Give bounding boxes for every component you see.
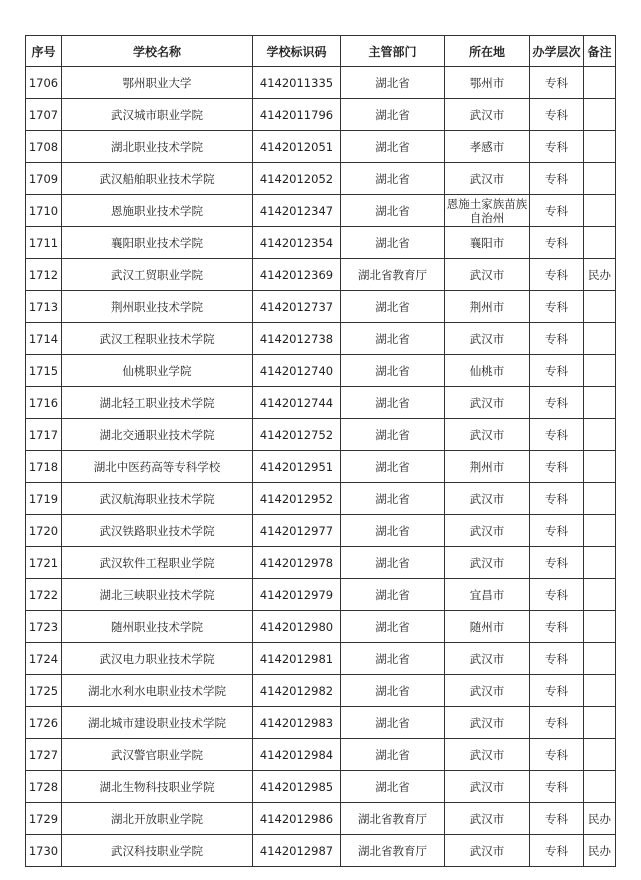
cell-school-name: 武汉软件工程职业学院 [62,547,253,579]
cell-school-code: 4142012354 [253,227,341,259]
cell-department: 湖北省 [341,131,445,163]
cell-school-code: 4142012982 [253,675,341,707]
cell-department: 湖北省 [341,515,445,547]
table-row [26,419,616,451]
cell-department: 湖北省教育厅 [341,835,445,867]
cell-note [584,483,616,515]
cell-level: 专科 [530,387,584,419]
cell-school-name: 湖北三峡职业技术学院 [62,579,253,611]
table-row [26,67,616,99]
header-location: 所在地 [445,36,530,67]
cell-no: 1714 [26,323,62,355]
cell-no: 1728 [26,771,62,803]
cell-department: 湖北省 [341,643,445,675]
cell-no: 1708 [26,131,62,163]
cell-school-name: 武汉铁路职业技术学院 [62,515,253,547]
cell-no: 1707 [26,99,62,131]
cell-school-name: 湖北交通职业技术学院 [62,419,253,451]
cell-level: 专科 [530,803,584,835]
cell-school-code: 4142012952 [253,483,341,515]
cell-no: 1730 [26,835,62,867]
cell-location: 恩施土家族苗族自治州 [445,195,530,227]
cell-location: 武汉市 [445,835,530,867]
header-dept: 主管部门 [341,36,445,67]
cell-no: 1718 [26,451,62,483]
table-row [26,323,616,355]
cell-school-code: 4142012977 [253,515,341,547]
cell-no: 1715 [26,355,62,387]
cell-no: 1726 [26,707,62,739]
cell-no: 1711 [26,227,62,259]
cell-note [584,99,616,131]
cell-school-code: 4142011796 [253,99,341,131]
table-row [26,387,616,419]
cell-school-name: 武汉航海职业技术学院 [62,483,253,515]
cell-department: 湖北省 [341,771,445,803]
cell-school-code: 4142012951 [253,451,341,483]
table-row [26,355,616,387]
cell-no: 1720 [26,515,62,547]
table-row [26,739,616,771]
cell-school-name: 恩施职业技术学院 [62,195,253,227]
cell-department: 湖北省 [341,483,445,515]
cell-department: 湖北省 [341,227,445,259]
cell-level: 专科 [530,99,584,131]
cell-school-code: 4142012987 [253,835,341,867]
table-row [26,131,616,163]
cell-location: 孝感市 [445,131,530,163]
cell-no: 1713 [26,291,62,323]
cell-no: 1716 [26,387,62,419]
cell-no: 1723 [26,611,62,643]
cell-school-name: 武汉警官职业学院 [62,739,253,771]
cell-school-name: 湖北开放职业学院 [62,803,253,835]
cell-location: 武汉市 [445,419,530,451]
cell-school-code: 4142011335 [253,67,341,99]
cell-no: 1724 [26,643,62,675]
cell-level: 专科 [530,611,584,643]
cell-note [584,451,616,483]
cell-note [584,579,616,611]
cell-note [584,323,616,355]
cell-level: 专科 [530,419,584,451]
cell-school-name: 仙桃职业学院 [62,355,253,387]
table-row [26,195,616,227]
cell-note [584,611,616,643]
cell-level: 专科 [530,547,584,579]
cell-school-code: 4142012978 [253,547,341,579]
table-row [26,99,616,131]
cell-department: 湖北省 [341,611,445,643]
table-row [26,611,616,643]
cell-location: 武汉市 [445,515,530,547]
cell-department: 湖北省 [341,707,445,739]
cell-note [584,227,616,259]
table-row [26,643,616,675]
cell-note [584,547,616,579]
cell-school-code: 4142012740 [253,355,341,387]
cell-level: 专科 [530,451,584,483]
cell-location: 鄂州市 [445,67,530,99]
cell-school-code: 4142012985 [253,771,341,803]
cell-department: 湖北省 [341,355,445,387]
cell-level: 专科 [530,131,584,163]
cell-location: 武汉市 [445,99,530,131]
table-row [26,771,616,803]
header-name: 学校名称 [62,36,253,67]
cell-school-name: 湖北城市建设职业技术学院 [62,707,253,739]
cell-level: 专科 [530,835,584,867]
cell-school-name: 湖北水利水电职业技术学院 [62,675,253,707]
cell-school-name: 武汉科技职业学院 [62,835,253,867]
cell-location: 武汉市 [445,707,530,739]
cell-note: 民办 [584,803,616,835]
cell-location: 荆州市 [445,451,530,483]
cell-note [584,515,616,547]
cell-school-code: 4142012051 [253,131,341,163]
header-level: 办学层次 [530,36,584,67]
cell-location: 襄阳市 [445,227,530,259]
cell-school-name: 武汉船舶职业技术学院 [62,163,253,195]
cell-no: 1729 [26,803,62,835]
table-row [26,675,616,707]
cell-school-name: 荆州职业技术学院 [62,291,253,323]
cell-school-name: 鄂州职业大学 [62,67,253,99]
cell-level: 专科 [530,579,584,611]
cell-note [584,643,616,675]
cell-no: 1725 [26,675,62,707]
cell-level: 专科 [530,483,584,515]
cell-level: 专科 [530,355,584,387]
cell-department: 湖北省 [341,739,445,771]
header-code: 学校标识码 [253,36,341,67]
table-row [26,291,616,323]
cell-note [584,739,616,771]
cell-school-code: 4142012369 [253,259,341,291]
cell-location: 武汉市 [445,163,530,195]
cell-note [584,131,616,163]
cell-department: 湖北省 [341,67,445,99]
cell-note [584,195,616,227]
cell-location: 武汉市 [445,739,530,771]
cell-location: 武汉市 [445,771,530,803]
cell-note [584,419,616,451]
cell-note [584,355,616,387]
cell-note [584,771,616,803]
table-row [26,227,616,259]
table-row [26,835,616,867]
cell-department: 湖北省 [341,419,445,451]
school-list [25,35,616,867]
cell-school-code: 4142012983 [253,707,341,739]
cell-no: 1717 [26,419,62,451]
cell-location: 武汉市 [445,259,530,291]
cell-level: 专科 [530,259,584,291]
cell-location: 武汉市 [445,803,530,835]
table-row [26,547,616,579]
cell-department: 湖北省 [341,579,445,611]
cell-note [584,387,616,419]
cell-level: 专科 [530,771,584,803]
cell-department: 湖北省 [341,675,445,707]
cell-no: 1722 [26,579,62,611]
table-row [26,515,616,547]
table-row [26,451,616,483]
cell-no: 1709 [26,163,62,195]
table-row [26,259,616,291]
cell-level: 专科 [530,323,584,355]
header-row [26,36,616,67]
cell-level: 专科 [530,227,584,259]
cell-location: 武汉市 [445,323,530,355]
cell-department: 湖北省教育厅 [341,259,445,291]
cell-school-name: 武汉工程职业技术学院 [62,323,253,355]
cell-level: 专科 [530,163,584,195]
cell-note [584,163,616,195]
cell-no: 1721 [26,547,62,579]
cell-level: 专科 [530,515,584,547]
cell-no: 1712 [26,259,62,291]
cell-location: 武汉市 [445,387,530,419]
cell-department: 湖北省 [341,323,445,355]
cell-department: 湖北省 [341,547,445,579]
cell-note [584,707,616,739]
table-row [26,579,616,611]
cell-school-code: 4142012738 [253,323,341,355]
cell-location: 宜昌市 [445,579,530,611]
cell-school-code: 4142012980 [253,611,341,643]
cell-school-name: 襄阳职业技术学院 [62,227,253,259]
header-note: 备注 [584,36,616,67]
header-no: 序号 [26,36,62,67]
table-row [26,707,616,739]
cell-department: 湖北省 [341,163,445,195]
table-row [26,803,616,835]
table-body [26,67,616,867]
cell-note [584,67,616,99]
cell-school-code: 4142012744 [253,387,341,419]
cell-school-name: 湖北生物科技职业学院 [62,771,253,803]
cell-school-code: 4142012984 [253,739,341,771]
cell-department: 湖北省 [341,387,445,419]
cell-school-name: 湖北职业技术学院 [62,131,253,163]
cell-school-code: 4142012737 [253,291,341,323]
cell-department: 湖北省 [341,99,445,131]
cell-level: 专科 [530,739,584,771]
school-table [25,35,616,867]
cell-level: 专科 [530,643,584,675]
cell-no: 1706 [26,67,62,99]
cell-department: 湖北省 [341,291,445,323]
cell-school-name: 随州职业技术学院 [62,611,253,643]
cell-location: 荆州市 [445,291,530,323]
cell-department: 湖北省 [341,451,445,483]
cell-no: 1719 [26,483,62,515]
cell-no: 1710 [26,195,62,227]
cell-no: 1727 [26,739,62,771]
cell-location: 武汉市 [445,675,530,707]
cell-note [584,675,616,707]
cell-note [584,291,616,323]
cell-location: 武汉市 [445,643,530,675]
cell-location: 武汉市 [445,483,530,515]
cell-school-code: 4142012347 [253,195,341,227]
cell-school-name: 湖北中医药高等专科学校 [62,451,253,483]
cell-level: 专科 [530,195,584,227]
cell-school-code: 4142012979 [253,579,341,611]
cell-school-code: 4142012752 [253,419,341,451]
cell-school-name: 武汉工贸职业学院 [62,259,253,291]
cell-location: 仙桃市 [445,355,530,387]
cell-level: 专科 [530,707,584,739]
cell-department: 湖北省 [341,195,445,227]
cell-level: 专科 [530,291,584,323]
cell-note: 民办 [584,259,616,291]
cell-school-name: 武汉电力职业技术学院 [62,643,253,675]
cell-note: 民办 [584,835,616,867]
cell-location: 随州市 [445,611,530,643]
cell-school-name: 武汉城市职业学院 [62,99,253,131]
cell-school-code: 4142012986 [253,803,341,835]
cell-department: 湖北省教育厅 [341,803,445,835]
table-row [26,163,616,195]
cell-school-code: 4142012981 [253,643,341,675]
cell-school-name: 湖北轻工职业技术学院 [62,387,253,419]
cell-school-code: 4142012052 [253,163,341,195]
cell-level: 专科 [530,67,584,99]
table-row [26,483,616,515]
cell-level: 专科 [530,675,584,707]
cell-location: 武汉市 [445,547,530,579]
